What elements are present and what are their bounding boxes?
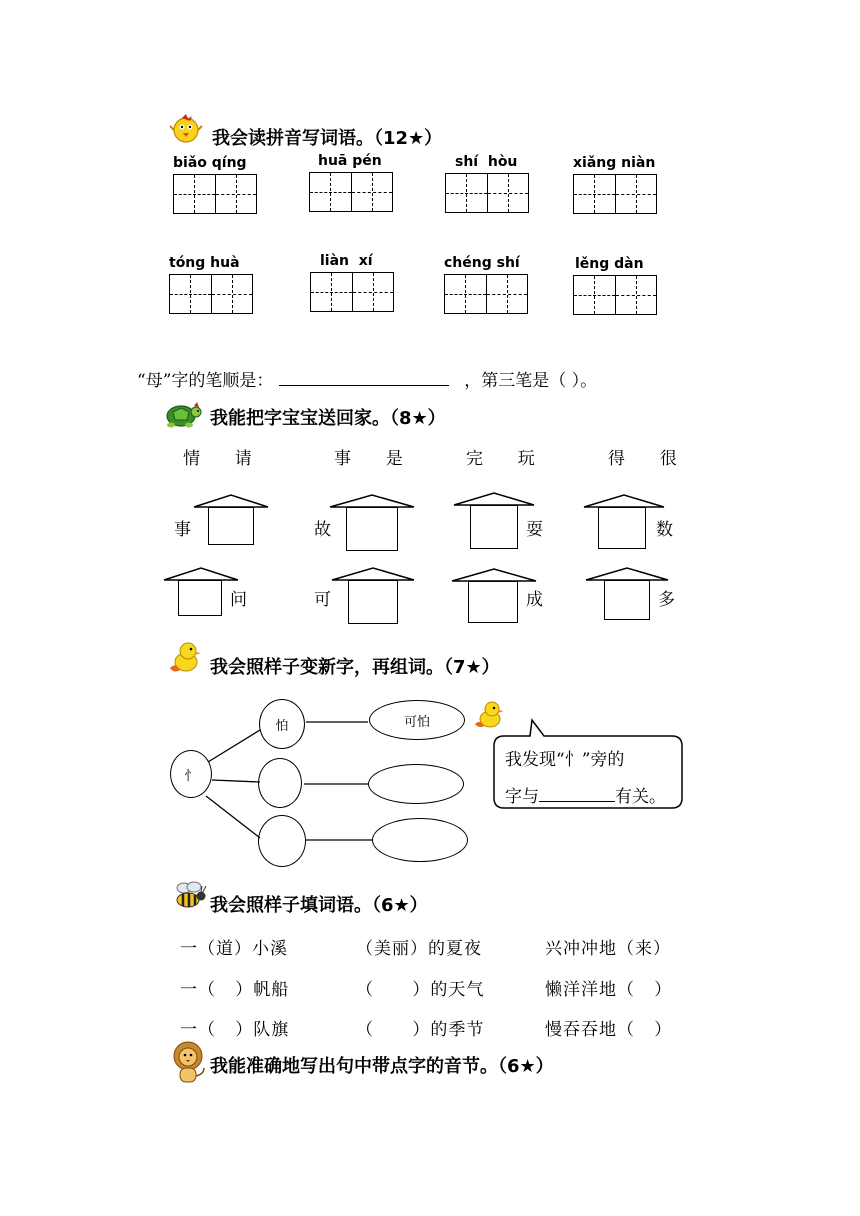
fill-item[interactable]: （美丽）的夏夜 [356,939,482,959]
writing-grid[interactable] [310,272,394,312]
char-pair: 得 很 [608,449,685,469]
pinyin-label: chéng shí [444,255,520,271]
pinyin-label: shí hòu [455,154,518,170]
example-char: 怕 [275,718,289,734]
section3-heading: 我会照样子变新字，再组词。（7★） [210,657,500,678]
lion-icon [168,1040,208,1086]
house-char: 问 [230,590,247,610]
word-ellipse [369,700,465,740]
fill-item[interactable]: 一（ ）帆船 [180,980,290,1000]
root-radical: 忄 [184,768,198,784]
third-stroke-label: ，第三笔是（ ）。 [464,371,598,391]
turtle-icon [163,398,203,430]
house-box[interactable] [598,507,646,549]
fill-item[interactable]: 兴冲冲地（来） [545,939,671,959]
char-pair: 情 请 [183,449,260,469]
house-box[interactable] [208,507,254,545]
bubble-blank[interactable] [539,787,615,802]
writing-grid[interactable] [169,274,253,314]
house-char: 事 [174,520,191,540]
bubble-line2 [505,782,666,807]
section4-heading: 我会照样子填词语。（6★） [210,895,428,916]
char-circle-blank[interactable] [258,758,302,808]
house-char: 可 [314,590,331,610]
char-pair: 完 玩 [466,449,543,469]
bubble-line2-end: 有关。 [615,787,666,807]
writing-grid[interactable] [445,173,529,213]
root-circle [170,750,212,798]
fill-item[interactable]: （ ）的季节 [356,1020,485,1040]
writing-grid[interactable] [573,275,657,315]
bubble-line1: 我发现“忄”旁的 [505,750,625,770]
fill-item[interactable]: 慢吞吞地（ ） [545,1020,673,1040]
writing-grid[interactable] [573,174,657,214]
house-box[interactable] [470,505,518,549]
pinyin-label: lěng dàn [575,256,644,272]
section1-heading: 我会读拼音写词语。（12★） [212,128,443,149]
pinyin-label: tóng huà [169,255,240,271]
stroke-order-prompt [137,366,597,391]
char-pair: 事 是 [334,449,411,469]
writing-grid[interactable] [309,172,393,212]
stroke-order-blank[interactable] [279,371,449,386]
house-box[interactable] [468,581,518,623]
house-char: 成 [526,590,543,610]
writing-grid[interactable] [444,274,528,314]
house-box[interactable] [346,507,398,551]
pinyin-label: liàn xí [320,253,373,269]
house-char: 耍 [526,520,543,540]
fill-item[interactable]: 懒洋洋地（ ） [545,980,673,1000]
house-char: 多 [658,590,675,610]
house-box[interactable] [178,580,222,616]
example-word: 可怕 [403,714,430,730]
fill-item[interactable]: 一（ ）队旗 [180,1020,290,1040]
pinyin-label: xiǎng niàn [573,155,656,171]
char-circle-blank[interactable] [258,815,306,867]
pinyin-label: huā pén [318,153,382,169]
house-char: 数 [656,520,673,540]
section5-heading: 我能准确地写出句中带点字的音节。（6★） [210,1056,554,1077]
house-box[interactable] [348,580,398,624]
word-ellipse-blank[interactable] [368,764,464,804]
char-circle [259,699,305,749]
word-ellipse-blank[interactable] [372,818,468,862]
writing-grid[interactable] [173,174,257,214]
house-box[interactable] [604,580,650,620]
duckling-icon [166,640,204,676]
section2-heading: 我能把字宝宝送回家。（8★） [210,408,446,429]
pinyin-label: biǎo qíng [173,155,247,171]
chick-icon [168,112,204,144]
stroke-order-label: “母”字的笔顺是： [137,371,274,391]
fill-item[interactable]: （ ）的天气 [356,980,485,1000]
fill-item[interactable]: 一（道）小溪 [180,939,288,959]
house-char: 故 [314,520,331,540]
bubble-line2-start: 字与 [505,787,539,807]
bee-icon [172,880,208,912]
